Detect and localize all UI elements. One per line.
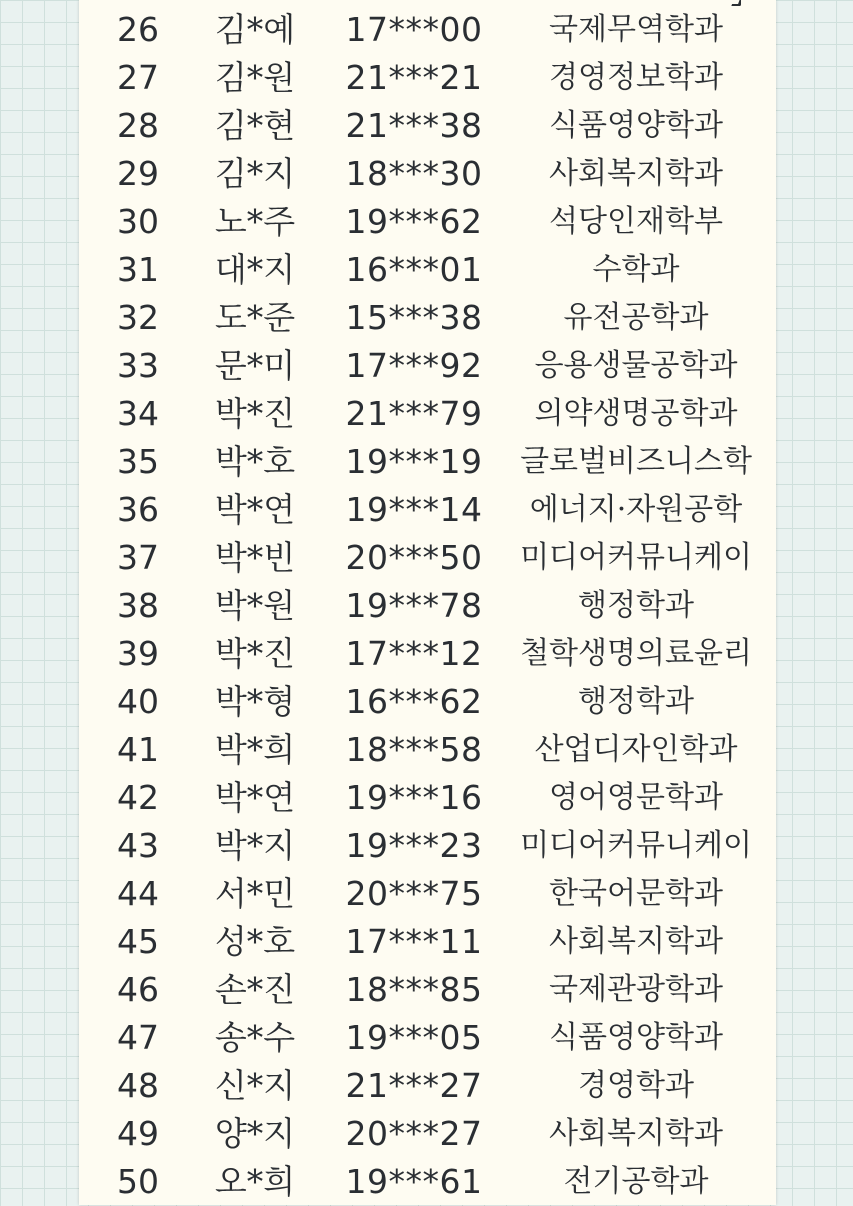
student-id: 19***23 bbox=[345, 826, 483, 865]
row-number: 29 bbox=[117, 154, 159, 193]
roster-row bbox=[0, 534, 853, 582]
student-id: 19***19 bbox=[345, 442, 483, 481]
student-department: 사회복지학과 bbox=[549, 1116, 723, 1151]
roster-row bbox=[0, 102, 853, 150]
row-number: 35 bbox=[117, 442, 159, 481]
student-department: 미디어커뮤니케이 bbox=[520, 828, 752, 863]
roster-row bbox=[0, 726, 853, 774]
row-number: 42 bbox=[117, 778, 159, 817]
student-department: 한국어문학과 bbox=[549, 876, 723, 911]
student-name: 박*연 bbox=[214, 778, 296, 817]
student-department: 미디어커뮤니케이 bbox=[520, 540, 752, 575]
student-department: 산업디자인학과 bbox=[534, 732, 738, 767]
student-id: 18***30 bbox=[345, 154, 483, 193]
student-name: 박*희 bbox=[214, 730, 296, 769]
roster-row bbox=[0, 390, 853, 438]
row-number: 45 bbox=[117, 922, 159, 961]
student-id: 21***79 bbox=[345, 394, 483, 433]
student-id: 19***05 bbox=[345, 1018, 483, 1057]
roster-row bbox=[0, 486, 853, 534]
student-id: 19***16 bbox=[345, 778, 483, 817]
student-id: 21***21 bbox=[345, 58, 483, 97]
student-name: 박*진 bbox=[214, 634, 296, 673]
roster-row bbox=[0, 966, 853, 1014]
student-name: 박*진 bbox=[214, 394, 296, 433]
row-number: 27 bbox=[117, 58, 159, 97]
student-department: 전기공학과 bbox=[563, 1164, 709, 1199]
student-id: 17***00 bbox=[345, 10, 483, 49]
student-name: 손*진 bbox=[214, 970, 296, 1009]
student-department: 국제관광학과 bbox=[549, 972, 723, 1007]
roster-row bbox=[0, 582, 853, 630]
student-roster-list bbox=[0, 6, 853, 1206]
student-name: 김*예 bbox=[214, 10, 296, 49]
roster-row bbox=[0, 438, 853, 486]
roster-row bbox=[0, 1110, 853, 1158]
student-name: 송*수 bbox=[214, 1018, 296, 1057]
student-id: 15***38 bbox=[345, 298, 483, 337]
student-name: 김*현 bbox=[214, 106, 296, 145]
row-number: 43 bbox=[117, 826, 159, 865]
student-name: 김*원 bbox=[214, 58, 296, 97]
row-number: 48 bbox=[117, 1066, 159, 1105]
roster-row bbox=[0, 6, 853, 54]
roster-row bbox=[0, 150, 853, 198]
student-department: 철학생명의료윤리 bbox=[520, 636, 752, 671]
student-id: 20***50 bbox=[345, 538, 483, 577]
row-number: 47 bbox=[117, 1018, 159, 1057]
roster-row bbox=[0, 774, 853, 822]
student-id: 20***75 bbox=[345, 874, 483, 913]
student-id: 17***11 bbox=[345, 922, 483, 961]
roster-row bbox=[0, 870, 853, 918]
student-department: 식품영양학과 bbox=[549, 108, 723, 143]
row-number: 31 bbox=[117, 250, 159, 289]
row-number: 34 bbox=[117, 394, 159, 433]
student-department: 사회복지학과 bbox=[549, 924, 723, 959]
student-department: 의약생명공학과 bbox=[534, 396, 738, 431]
student-name: 김*지 bbox=[214, 154, 296, 193]
row-number: 37 bbox=[117, 538, 159, 577]
student-name: 박*원 bbox=[214, 586, 296, 625]
student-name: 박*지 bbox=[214, 826, 296, 865]
row-number: 44 bbox=[117, 874, 159, 913]
student-department: 글로벌비즈니스학 bbox=[520, 444, 752, 479]
student-department: 영어영문학과 bbox=[549, 780, 723, 815]
row-number: 28 bbox=[117, 106, 159, 145]
student-id: 19***78 bbox=[345, 586, 483, 625]
student-name: 박*빈 bbox=[214, 538, 296, 577]
student-name: 도*준 bbox=[214, 298, 296, 337]
row-number: 30 bbox=[117, 202, 159, 241]
student-id: 16***01 bbox=[345, 250, 483, 289]
student-department: 행정학과 bbox=[578, 588, 694, 623]
row-number: 46 bbox=[117, 970, 159, 1009]
roster-row bbox=[0, 1158, 853, 1206]
student-name: 박*형 bbox=[214, 682, 296, 721]
student-department: 석당인재학부 bbox=[549, 204, 723, 239]
student-name: 박*연 bbox=[214, 490, 296, 529]
student-name: 대*지 bbox=[214, 250, 296, 289]
student-id: 18***85 bbox=[345, 970, 483, 1009]
student-name: 노*주 bbox=[214, 202, 296, 241]
student-department: 식품영양학과 bbox=[549, 1020, 723, 1055]
student-department: 경영정보학과 bbox=[549, 60, 723, 95]
roster-row bbox=[0, 918, 853, 966]
student-department: 경영학과 bbox=[578, 1068, 694, 1103]
student-id: 19***61 bbox=[345, 1162, 483, 1201]
student-id: 16***62 bbox=[345, 682, 483, 721]
row-number: 41 bbox=[117, 730, 159, 769]
student-department: 에너지·자원공학 bbox=[529, 492, 743, 527]
student-name: 문*미 bbox=[214, 346, 296, 385]
student-id: 17***92 bbox=[345, 346, 483, 385]
roster-row bbox=[0, 294, 853, 342]
student-name: 서*민 bbox=[214, 874, 296, 913]
student-name: 성*호 bbox=[214, 922, 296, 961]
roster-row bbox=[0, 342, 853, 390]
student-id: 20***27 bbox=[345, 1114, 483, 1153]
roster-row bbox=[0, 54, 853, 102]
student-department: 응용생물공학과 bbox=[534, 348, 738, 383]
row-number: 36 bbox=[117, 490, 159, 529]
roster-row bbox=[0, 630, 853, 678]
student-id: 21***27 bbox=[345, 1066, 483, 1105]
student-name: 양*지 bbox=[214, 1114, 296, 1153]
row-number: 38 bbox=[117, 586, 159, 625]
student-name: 신*지 bbox=[214, 1066, 296, 1105]
student-name: 오*희 bbox=[214, 1162, 296, 1201]
student-id: 18***58 bbox=[345, 730, 483, 769]
roster-row bbox=[0, 678, 853, 726]
roster-row bbox=[0, 1014, 853, 1062]
row-number: 50 bbox=[117, 1162, 159, 1201]
row-number: 39 bbox=[117, 634, 159, 673]
row-number: 49 bbox=[117, 1114, 159, 1153]
student-name: 박*호 bbox=[214, 442, 296, 481]
student-department: 행정학과 bbox=[578, 684, 694, 719]
row-number: 26 bbox=[117, 10, 159, 49]
roster-row bbox=[0, 198, 853, 246]
student-department: 유전공학과 bbox=[563, 300, 709, 335]
student-id: 19***62 bbox=[345, 202, 483, 241]
roster-row bbox=[0, 246, 853, 294]
roster-row bbox=[0, 1062, 853, 1110]
row-number: 40 bbox=[117, 682, 159, 721]
student-id: 19***14 bbox=[345, 490, 483, 529]
student-department: 수학과 bbox=[592, 252, 680, 287]
student-department: 사회복지학과 bbox=[549, 156, 723, 191]
student-department: 국제무역학과 bbox=[549, 12, 723, 47]
row-number: 32 bbox=[117, 298, 159, 337]
student-id: 21***38 bbox=[345, 106, 483, 145]
row-number: 33 bbox=[117, 346, 159, 385]
student-id: 17***12 bbox=[345, 634, 483, 673]
roster-row bbox=[0, 822, 853, 870]
